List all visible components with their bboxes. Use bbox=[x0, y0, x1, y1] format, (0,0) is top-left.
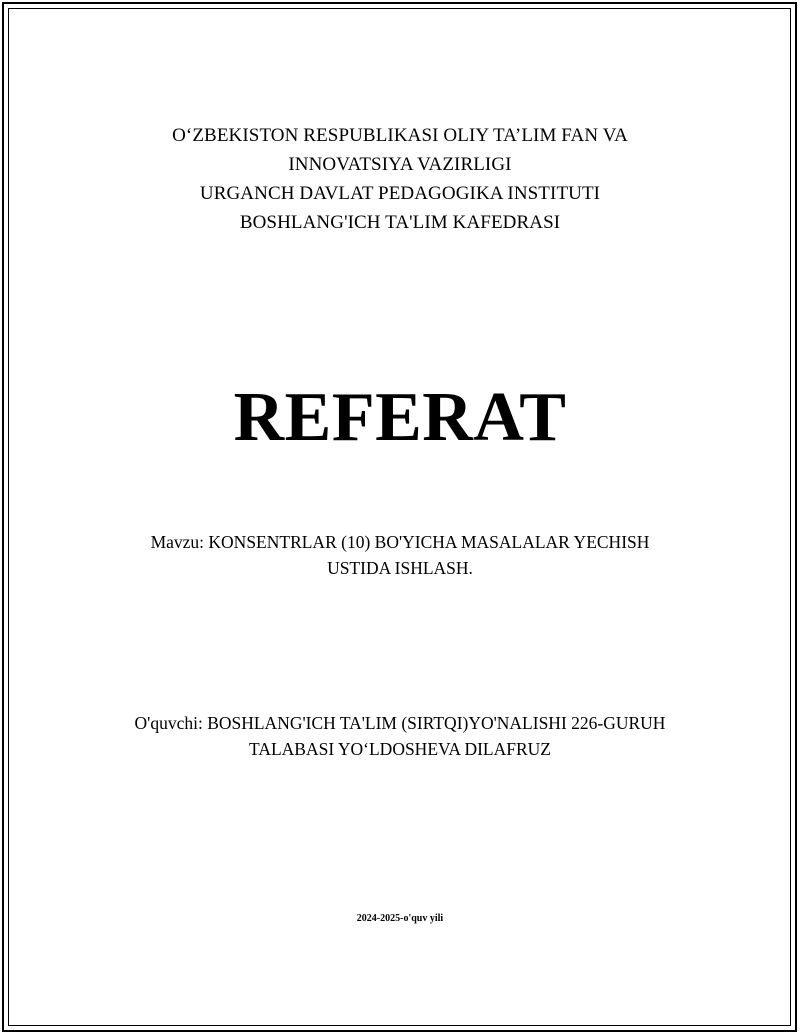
header-line-ministry: O‘ZBEKISTON RESPUBLIKASI OLIY TA’LIM FAN VA bbox=[172, 125, 628, 146]
header-line-ministry-cont: INNOVATSIYA VAZIRLIGI bbox=[288, 154, 512, 175]
institution-header bbox=[40, 121, 760, 237]
topic-line-2: USTIDA ISHLASH. bbox=[327, 558, 473, 578]
student-line-2: TALABASI YO‘LDOSHEVA DILAFRUZ bbox=[249, 739, 551, 759]
document-title: REFERAT bbox=[233, 379, 567, 456]
student-line-1: O'quvchi: BOSHLANG'ICH TA'LIM (SIRTQI)YO'NALISHI 226-GURUH bbox=[134, 713, 666, 733]
academic-year: 2024-2025-o'quv yili bbox=[356, 913, 444, 924]
topic-block bbox=[40, 529, 760, 581]
student-block bbox=[40, 710, 760, 762]
topic-line-1: Mavzu: KONSENTRLAR (10) BO'YICHA MASALALAR YECHISH bbox=[150, 532, 650, 552]
header-line-department: BOSHLANG'ICH TA'LIM KAFEDRASI bbox=[239, 212, 561, 233]
header-line-institute: URGANCH DAVLAT PEDAGOGIKA INSTITUTI bbox=[199, 183, 601, 204]
